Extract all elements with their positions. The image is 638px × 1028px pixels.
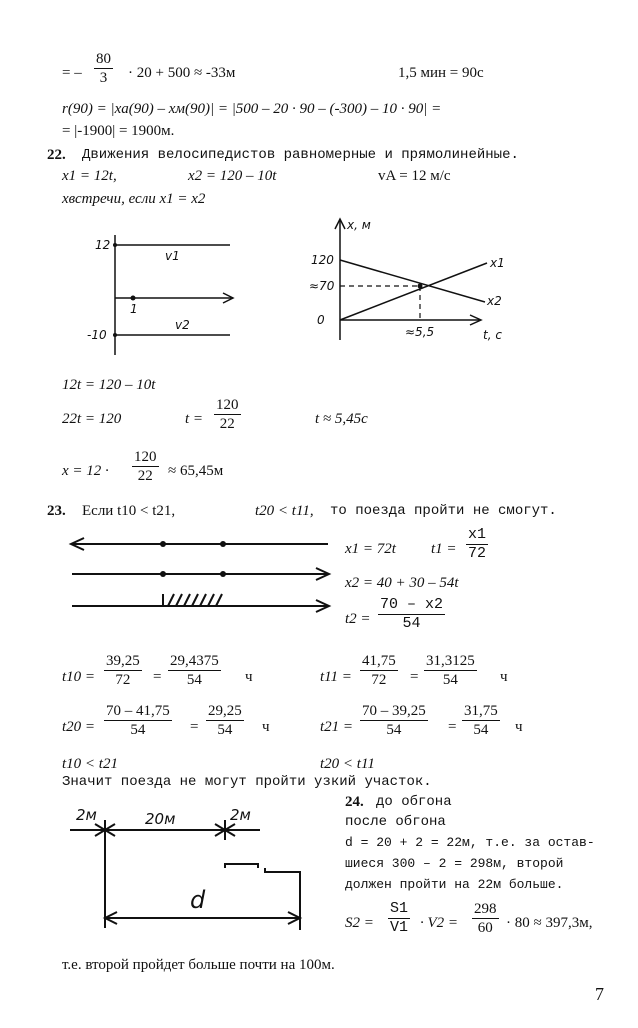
frac-num: 80 [96,51,111,67]
frac-num: 29,4375 [170,653,219,669]
t11-eq: = [410,669,419,685]
sketch-dot-bot [113,333,117,337]
frac-num: 31,75 [464,703,498,719]
sketch-label-point: 1 [130,302,138,316]
p24-line2: после обгона [345,814,446,830]
frac-den: 72 [468,545,487,562]
t10-eq: = [153,669,162,685]
overtake-bracket-1 [225,864,258,868]
eq-t-approx: t ≈ 5,45с [315,411,368,427]
p24-end: · 80 ≈ 397,3м, [506,915,593,931]
problem-23-number: 23. [47,503,66,519]
t11-unit: ч [500,669,508,685]
p23-cond-a: Если t10 < t21, [82,503,176,519]
fraction-120-22-b [132,448,159,485]
frac-den: V1 [390,919,409,936]
p24-line1: до обгона [376,794,452,810]
frac-den: 22 [132,466,159,485]
p23-cond-b: t20 < t11, [255,503,314,519]
p22-x2: x2 = 120 – 10t [188,168,277,184]
problem-22-title: Движения велосипедистов равномерные и прямолинейные. [82,147,519,163]
frac-den: 54 [378,614,445,633]
graph-y-label: x, м [347,218,371,232]
frac-num: 70 – 39,25 [362,703,426,719]
p23-cond-c: то поезда пройти не смогут. [330,503,557,519]
graph-x-label: t, c [483,328,502,342]
graph-label-x1: x1 [490,256,505,270]
p24-mid: · V2 = [420,915,459,931]
line2: r(90) = |xа(90) – xм(90)| = |500 – 20 · 90 – (-300) – 10 · 90| = [62,101,442,117]
graph-tick-0: 0 [317,313,325,327]
t21-frac-2 [462,702,500,739]
line3: = |-1900| = 1900м. [62,123,175,139]
overtake-label-d: d [190,886,206,914]
frac-den: 72 [104,670,142,689]
graph-tick-t: ≈5,5 [405,325,435,339]
p23-x1: x1 = 72t [345,541,396,557]
frac-den: 72 [360,670,398,689]
sketch-dot-mid [131,296,136,301]
t20-label: t20 = [62,719,96,735]
sketch-label-minus10: -10 [87,328,107,342]
frac-den: 54 [104,720,172,739]
frac-den: 54 [360,720,428,739]
train-line-2-dot-b [220,571,226,577]
frac-den: 54 [424,670,477,689]
frac-num: 39,25 [106,653,140,669]
frac-den: 3 [94,68,113,87]
frac-num: 120 [216,397,239,413]
velocity-sketch [85,225,245,360]
sketch-label-v1: v1 [165,249,180,263]
fraction-120-22 [214,396,241,433]
fraction-70-x2-54 [378,596,445,633]
eq-t-equals: t = [185,411,204,427]
graph-label-x2: x2 [487,294,502,308]
t21-eq: = [448,719,457,735]
frac-num: 70 – x2 [380,596,444,613]
conclusion-23: Значит поезда не могут пройти узкий участок. [62,774,432,790]
fraction-x1-72 [466,526,488,563]
p22-v: vA = 12 м/с [378,168,451,184]
frac-num: 70 – 41,75 [106,703,170,719]
meeting-graph [305,215,525,365]
p24-line5: должен пройти на 22м больше. [345,877,564,892]
frac-num: S1 [390,900,409,917]
frac-num: 41,75 [362,653,396,669]
frac-den: 54 [168,670,221,689]
overtake-label-2m-right: 2м [230,806,251,824]
line1-c: 1,5 мин = 90с [398,65,484,81]
overtake-label-2m-left: 2м [76,806,97,824]
frac-num: 120 [134,449,157,465]
t20-unit: ч [262,719,270,735]
p22-x1: x1 = 12t, [62,168,117,184]
frac-den: 22 [214,414,241,433]
line1-a: = – [62,65,82,81]
t11-frac-2 [424,652,477,689]
graph-tick-70: ≈70 [309,279,335,293]
t21-frac-1 [360,702,428,739]
t20-frac-2 [206,702,244,739]
graph-meet-point [418,284,423,289]
sketch-label-v2: v2 [175,318,190,332]
problem-24-number: 24. [345,794,364,810]
p24-conclusion: т.е. второй пройдет больше почти на 100м. [62,957,335,973]
t21-label: t21 = [320,719,354,735]
eq-x-equals: x = 12 · [62,463,109,479]
t20-eq: = [190,719,199,735]
frac-num: 31,3125 [426,653,475,669]
sketch-dot-top [113,243,117,247]
eq-x-approx: ≈ 65,45м [168,463,224,479]
overtake-label-20m: 20м [145,810,176,828]
t10-frac-1 [104,652,142,689]
t10-frac-2 [168,652,221,689]
frac-num: x1 [468,526,487,543]
train-line-2-dot-a [160,571,166,577]
trains-sketch [68,530,333,620]
frac-den: 54 [206,720,244,739]
train-line-1-dot-a [160,541,166,547]
t20-frac-1 [104,702,172,739]
p24-s2-label: S2 = [345,915,374,931]
compare-1: t10 < t21 [62,756,118,772]
overtake-sketch [60,800,325,940]
frac-num: 298 [474,901,497,917]
narrow-section-hatch [163,594,222,606]
compare-2: t20 < t11 [320,756,375,772]
t10-unit: ч [245,669,253,685]
p24-line4: шиеся 300 – 2 = 298м, второй [345,856,564,871]
line1-b: · 20 + 500 ≈ -33м [128,65,236,81]
graph-tick-120: 120 [311,253,334,267]
t10-label: t10 = [62,669,96,685]
p23-x2: x2 = 40 + 30 – 54t [345,575,459,591]
graph-line-x1 [340,263,487,320]
p24-frac-298-60 [472,900,499,937]
p22-meet: xвстречи, если x1 = x2 [62,191,206,207]
p23-t1: t1 = [431,541,457,557]
graph-line-x2 [340,260,485,302]
frac-den: 60 [472,918,499,937]
eq-22t: 22t = 120 [62,411,122,427]
sketch-label-12: 12 [95,238,111,252]
frac-num: 29,25 [208,703,242,719]
p23-t2: t2 = [345,611,371,627]
train-line-1-dot-b [220,541,226,547]
frac-den: 54 [462,720,500,739]
t21-unit: ч [515,719,523,735]
t11-frac-1 [360,652,398,689]
fraction-80-3 [94,50,113,87]
page-number: 7 [595,984,604,1004]
t11-label: t11 = [320,669,352,685]
p24-frac-s1-v1 [388,900,410,937]
p24-line3: d = 20 + 2 = 22м, т.е. за остав- [345,835,595,850]
problem-22-number: 22. [47,147,66,163]
eq-12t: 12t = 120 – 10t [62,377,156,393]
